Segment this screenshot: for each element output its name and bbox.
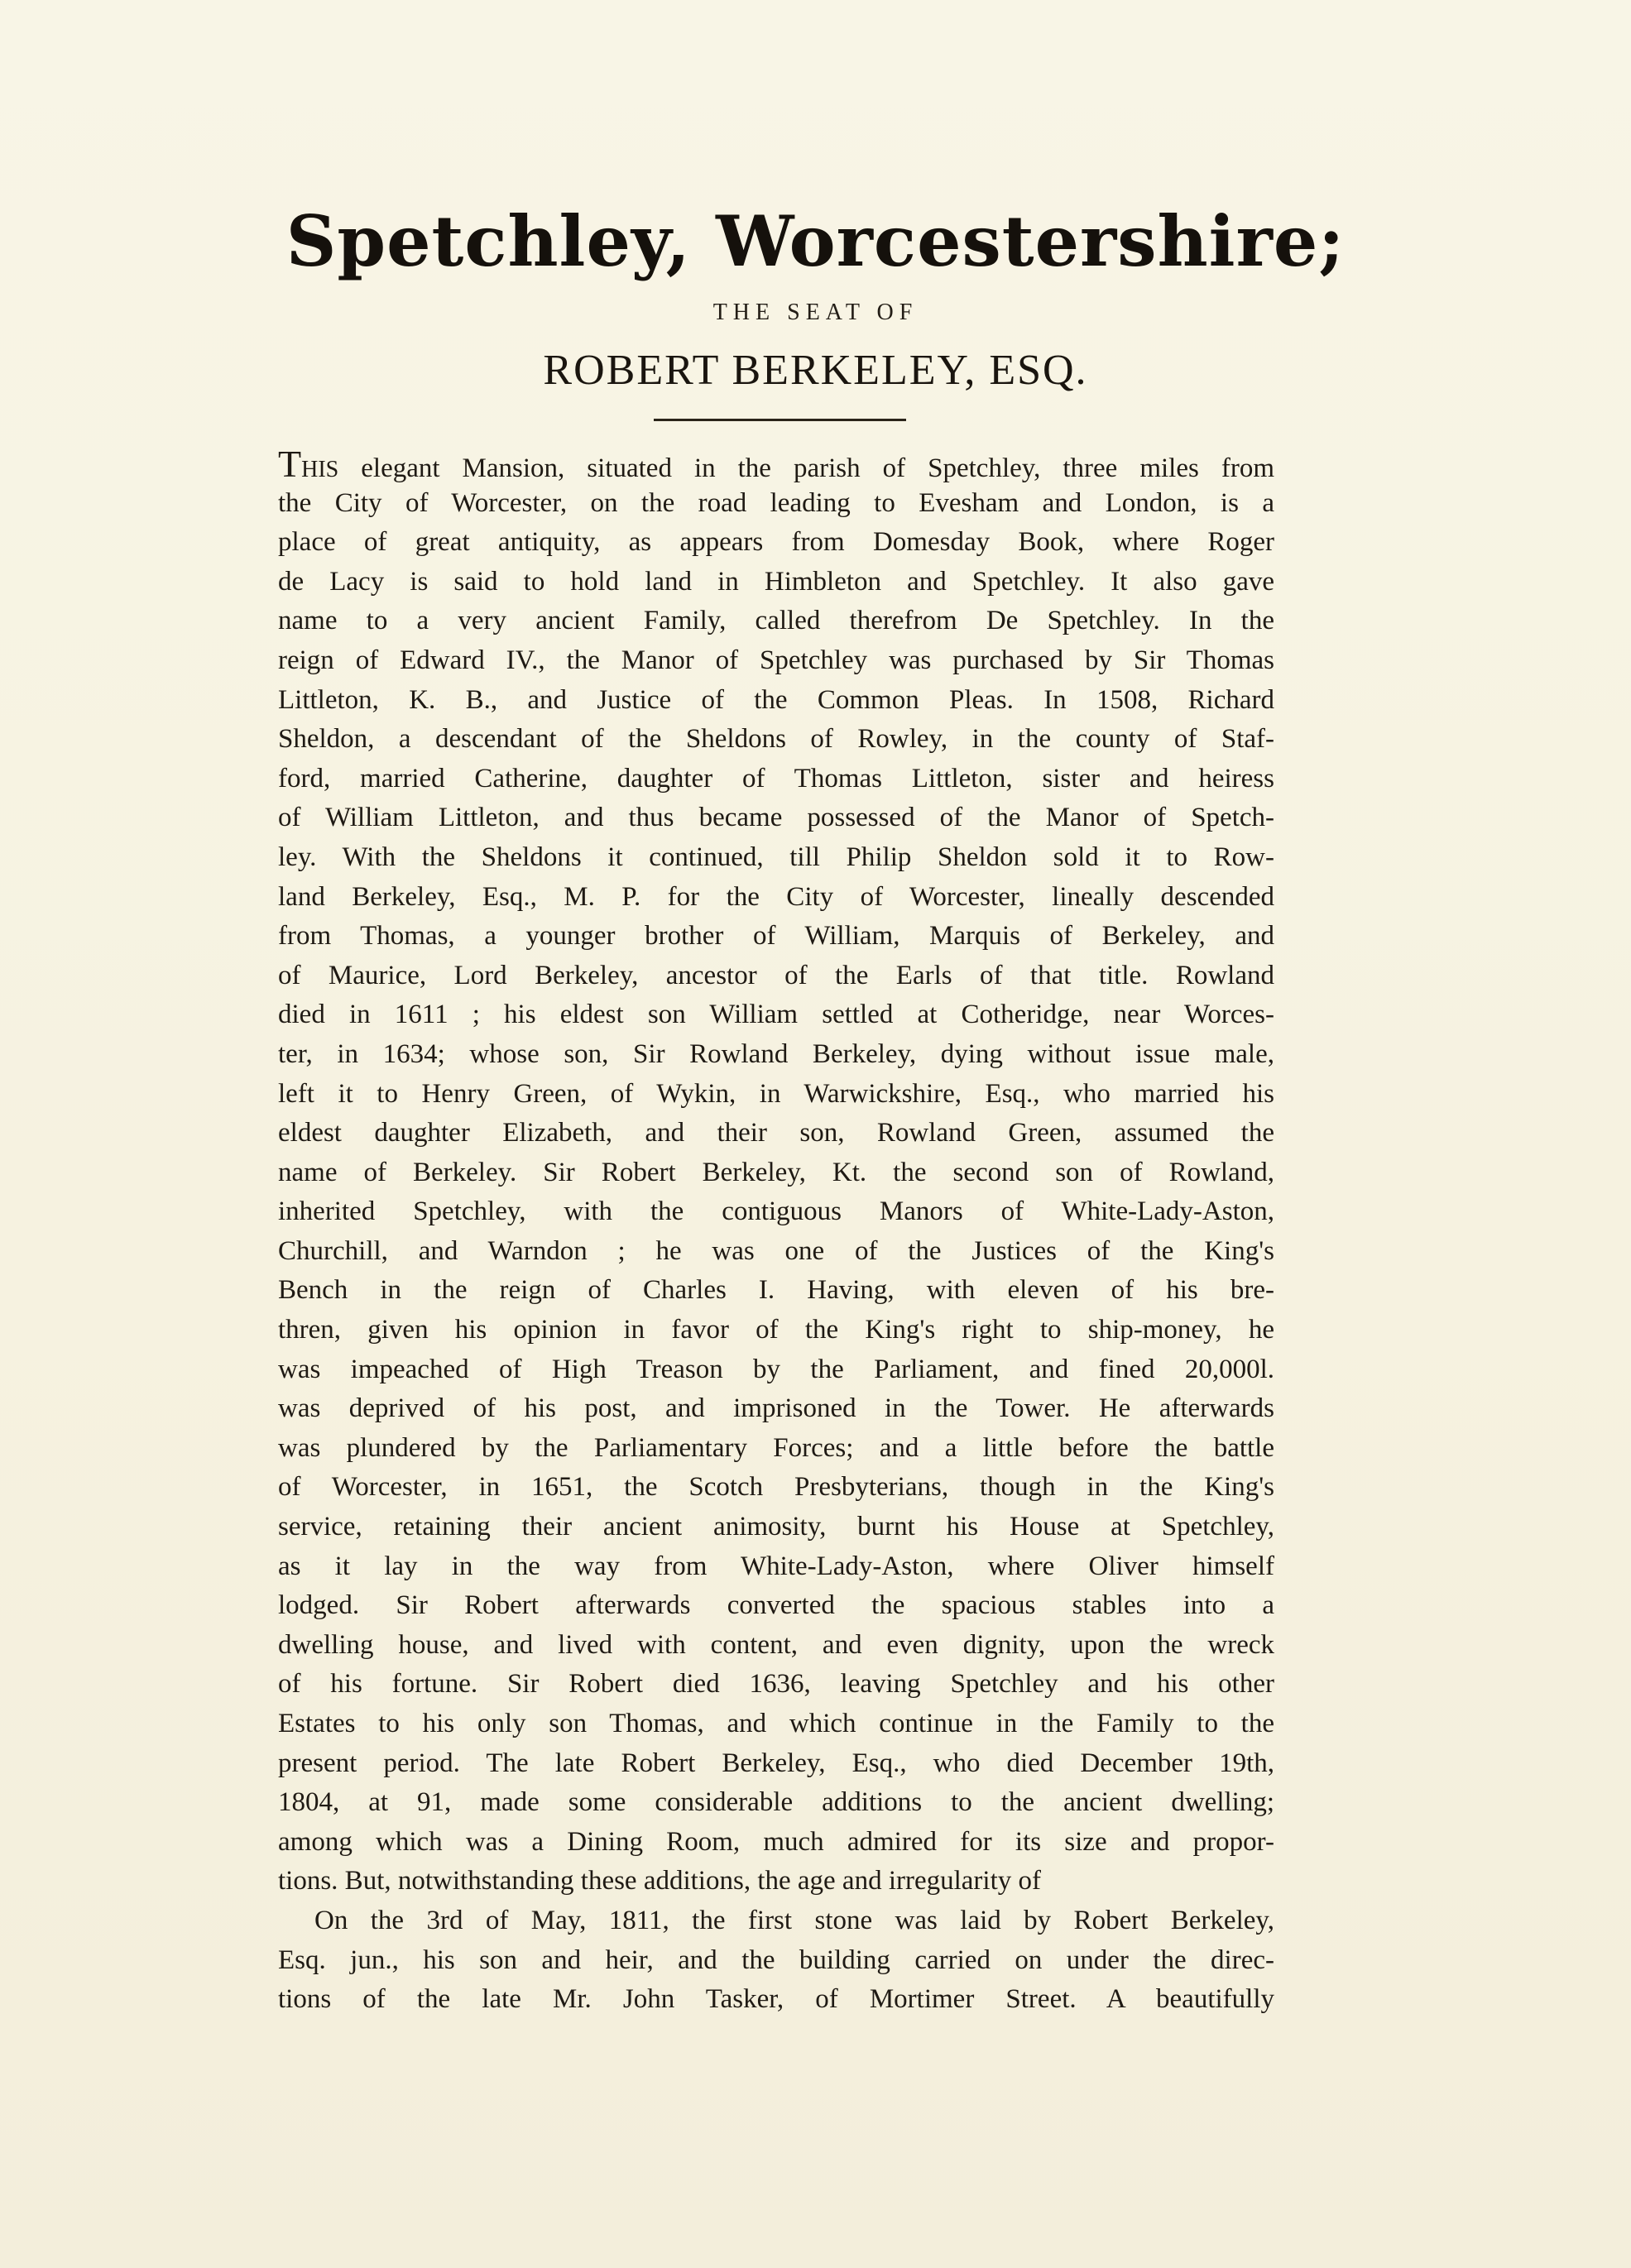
text-line: On the 3rd of May, 1811, the first stone was laid by Robert Berkeley, [314,1905,1274,1935]
title-rule [654,419,906,421]
text-line: Bench in the reign of Charles I. Having, with eleven of his bre- [278,1275,1274,1306]
small-caps-word: HIS [301,457,339,482]
text-line: inherited Spetchley, with the contiguous Manors of White-Lady-Aston, [278,1196,1274,1227]
page-title: Spetchley, Worcestershire; [285,200,1346,282]
text-line: was impeached of High Treason by the Parliament, and fined 20,000l. [278,1354,1274,1384]
text-line: of Worcester, in 1651, the Scotch Presbyterians, though in the King's [278,1472,1274,1503]
text-line: ter, in 1634; whose son, Sir Rowland Berkeley, dying without issue male, [278,1038,1274,1069]
text-line: dwelling house, and lived with content, and even dignity, upon the wreck [278,1629,1274,1660]
text-line: reign of Edward IV., the Manor of Spetchley was purchased by Sir Thomas [278,645,1274,675]
text-line: the City of Worcester, on the road leading to Evesham and London, is a [278,487,1274,518]
subtitle: THE SEAT OF [712,300,919,325]
text-line: of Maurice, Lord Berkeley, ancestor of the Earls of that title. Rowland [278,960,1274,990]
text-line: died in 1611 ; his eldest son William settled at Cotheridge, near Worces- [278,1000,1274,1030]
text-line: eldest daughter Elizabeth, and their son, Rowland Green, assumed the [278,1118,1274,1148]
text-line: present period. The late Robert Berkeley, Esq., who died December 19th, [278,1748,1274,1778]
text-line: was plundered by the Parliamentary Forces; and a little before the battle [278,1432,1274,1463]
drop-initial: T [278,443,302,485]
text-line: left it to Henry Green, of Wykin, in Warwickshire, Esq., who married his [278,1078,1274,1109]
text-line: of William Littleton, and thus became possessed of the Manor of Spetch- [278,803,1274,833]
text-line: thren, given his opinion in favor of the King's right to ship-money, he [278,1315,1274,1345]
text-line: land Berkeley, Esq., M. P. for the City of Worcester, lineally descended [278,881,1274,912]
text-line: name of Berkeley. Sir Robert Berkeley, Kt. the second son of Rowland, [278,1157,1274,1187]
text-line: Littleton, K. B., and Justice of the Common Pleas. In 1508, Richard [278,684,1274,715]
text-line: ford, married Catherine, daughter of Thomas Littleton, sister and heiress [278,763,1274,794]
text-line: Estates to his only son Thomas, and which continue in the Family to the [278,1709,1274,1738]
text-line: was deprived of his post, and imprisoned in the Tower. He afterwards [278,1393,1274,1424]
text-line: lodged. Sir Robert afterwards converted the spacious stables into a [278,1590,1274,1621]
body-text [278,444,1274,2020]
text-line: service, retaining their ancient animosity, burnt his House at Spetchley, [278,1512,1274,1542]
text-line: from Thomas, a younger brother of William, Marquis of Berkeley, and [278,921,1274,952]
text-line: tions. But, notwithstanding these additions, the age and irregularity of [278,1866,1042,1896]
text-line: tions of the late Mr. John Tasker, of Mortimer Street. A beautifully [278,1984,1274,2015]
text-line: name to a very ancient Family, called therefrom De Spetchley. In the [278,606,1274,636]
text-line: de Lacy is said to hold land in Himbleton and Spetchley. It also gave [278,566,1274,597]
text-line: Churchill, and Warndon ; he was one of the Justices of the King's [278,1235,1274,1266]
text-line: 1804, at 91, made some considerable additions to the ancient dwelling; [278,1787,1274,1818]
owner-name: ROBERT BERKELEY, ESQ. [543,347,1088,394]
text-line [278,444,1274,484]
text-line: Sheldon, a descendant of the Sheldons of Rowley, in the county of Staf- [278,724,1274,755]
text-line-rest: elegant Mansion, situated in the parish of Spetchley, three miles from [338,453,1274,483]
text-line: Esq. jun., his son and heir, and the building carried on under the direc- [278,1944,1274,1975]
text-line: ley. With the Sheldons it continued, till Philip Sheldon sold it to Row- [278,842,1274,872]
text-line: as it lay in the way from White-Lady-Aston, where Oliver himself [278,1551,1274,1581]
text-line: place of great antiquity, as appears from Domesday Book, where Roger [278,527,1274,558]
text-line: of his fortune. Sir Robert died 1636, leaving Spetchley and his other [278,1669,1274,1700]
text-line: among which was a Dining Room, much admired for its size and propor- [278,1826,1274,1857]
